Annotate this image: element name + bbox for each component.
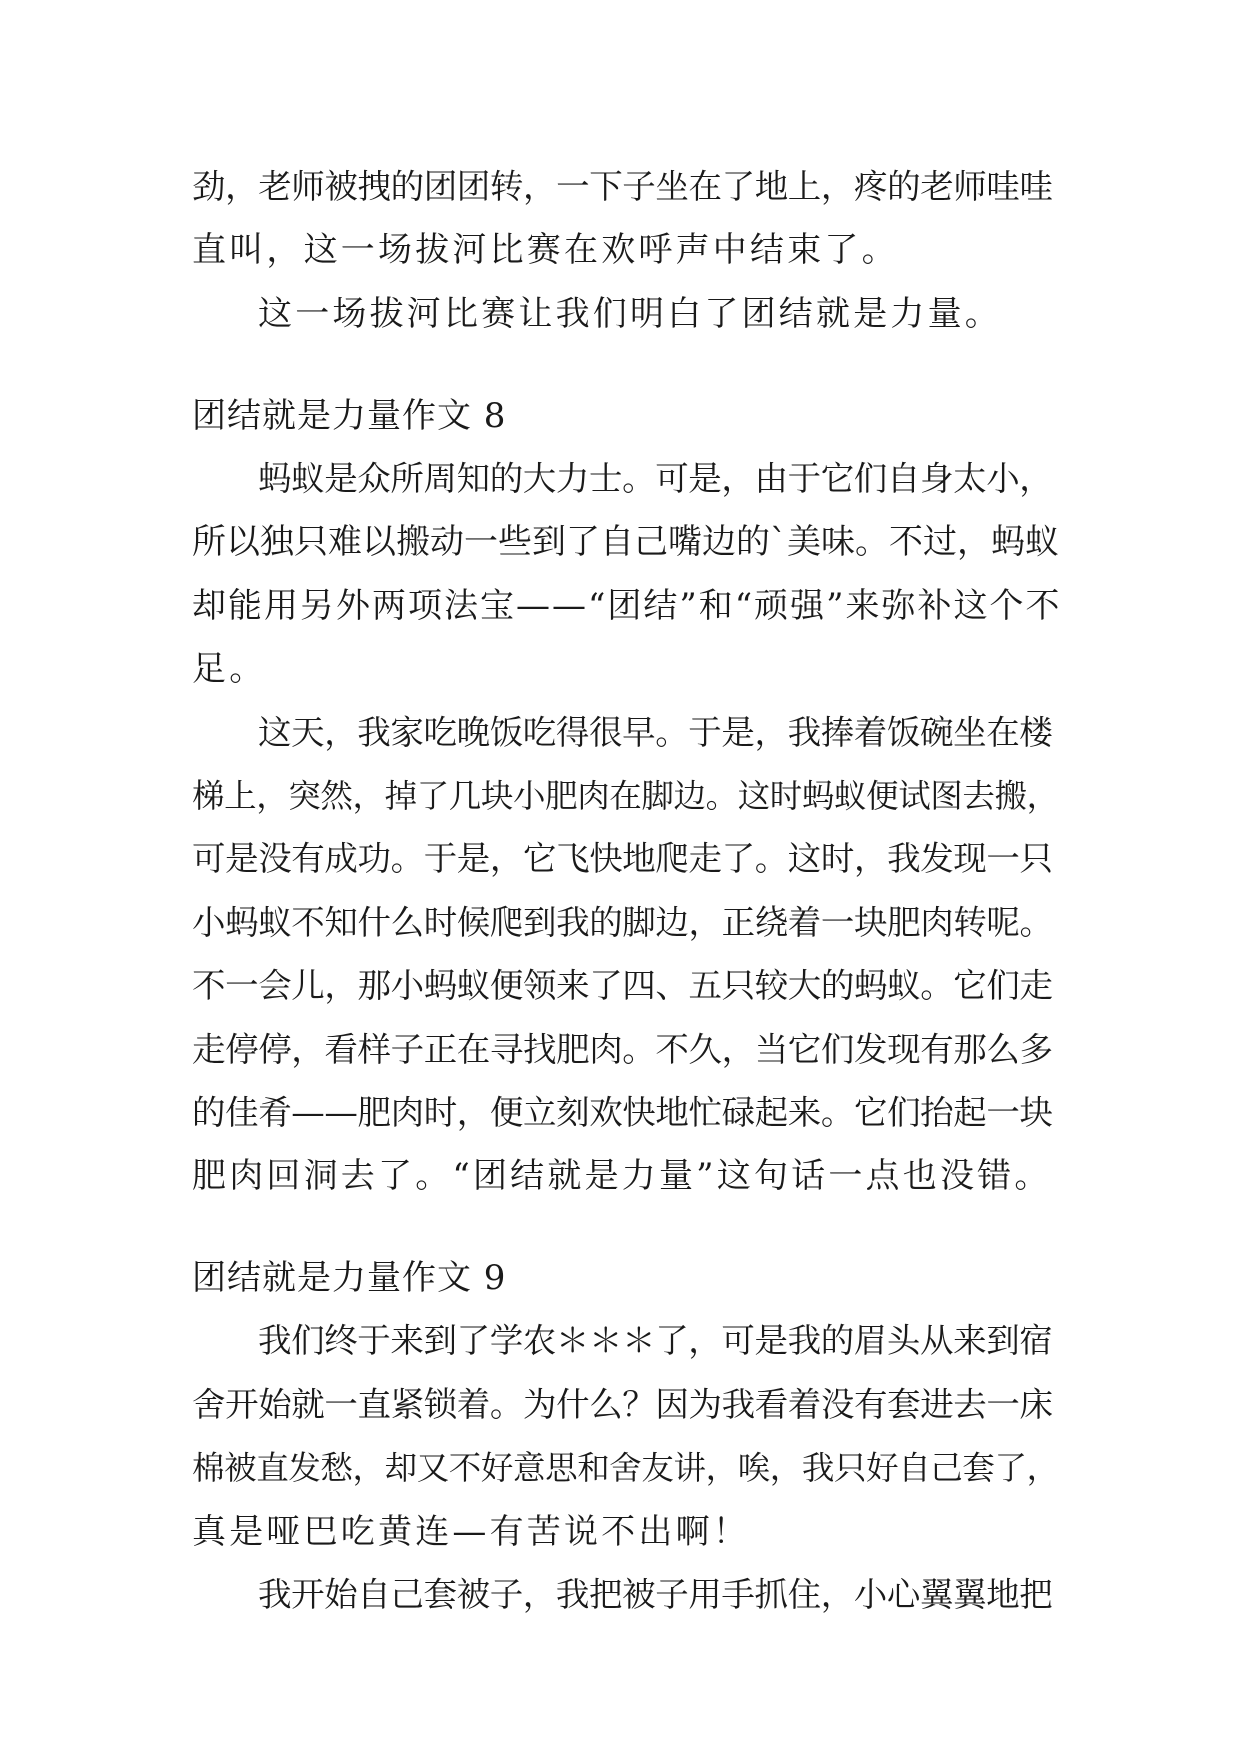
paragraph-line: 足。	[192, 649, 267, 689]
paragraph-line: 走停停，看样子正在寻找肥肉。不久，当它们发现有那么多	[192, 1030, 1053, 1069]
paragraph-line: 肥肉回洞去了。“团结就是力量”这句话一点也没错。	[192, 1156, 1052, 1196]
paragraph-line: 我们终于来到了学农＊＊＊了，可是我的眉头从来到宿	[258, 1321, 1053, 1360]
paragraph-line: 我开始自己套被子，我把被子用手抓住，小心翼翼地把	[258, 1575, 1053, 1614]
section-heading-9: 团结就是力量作文 9	[192, 1258, 507, 1298]
paragraph-line: 不一会儿，那小蚂蚁便领来了四、五只较大的蚂蚁。它们走	[192, 966, 1053, 1005]
paragraph-line: 这一场拔河比赛让我们明白了团结就是力量。	[258, 294, 1002, 334]
paragraph-line: 舍开始就一直紧锁着。为什么？因为我看着没有套进去一床	[192, 1385, 1053, 1424]
section-heading-8: 团结就是力量作文 8	[192, 396, 507, 436]
paragraph-line: 的佳肴——肥肉时，便立刻欢快地忙碌起来。它们抬起一块	[192, 1093, 1053, 1132]
paragraph-line: 真是哑巴吃黄连—有苦说不出啊！	[192, 1512, 750, 1552]
paragraph-line: 所以独只难以搬动一些到了自己嘴边的`美味。不过，蚂蚁	[192, 522, 1059, 562]
paragraph-line: 直叫，这一场拔河比赛在欢呼声中结束了。	[192, 230, 899, 270]
paragraph-line: 可是没有成功。于是，它飞快地爬走了。这时，我发现一只	[192, 839, 1053, 878]
paragraph-line: 小蚂蚁不知什么时候爬到我的脚边，正绕着一块肥肉转呢。	[192, 903, 1053, 942]
paragraph-line: 梯上，突然，掉了几块小肥肉在脚边。这时蚂蚁便试图去搬，	[192, 777, 1059, 815]
paragraph-line: 棉被直发愁，却又不好意思和舍友讲，唉，我只好自己套了，	[192, 1449, 1059, 1487]
paragraph-line: 这天，我家吃晚饭吃得很早。于是，我捧着饭碗坐在楼	[258, 713, 1053, 752]
paragraph-line: 蚂蚁是众所周知的大力士。可是，由于它们自身太小，	[258, 459, 1053, 498]
paragraph-line: 却能用另外两项法宝——“团结”和“顽强”来弥补这个不	[192, 586, 1062, 626]
paragraph-line: 劲，老师被拽的团团转，一下子坐在了地上，疼的老师哇哇	[192, 167, 1053, 206]
